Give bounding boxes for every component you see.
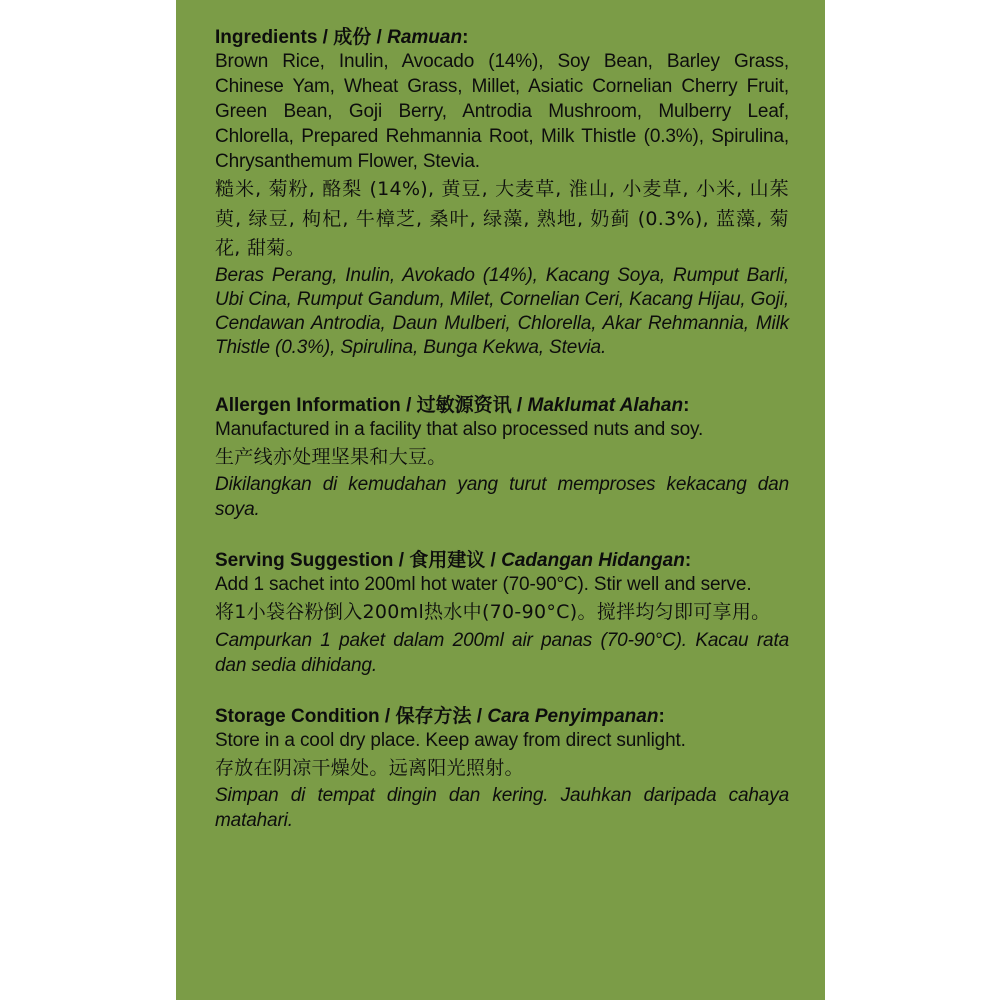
storage-malay: Simpan di tempat dingin dan kering. Jauhkan daripada cahaya matahari. — [215, 785, 789, 831]
allergen-section — [215, 394, 789, 523]
allergen-chinese: 生产线亦处理坚果和大豆。 — [215, 445, 447, 468]
storage-section — [215, 705, 789, 834]
ingredients-heading: Ingredients / 成份 / Ramuan: — [215, 27, 469, 48]
serving-english: Add 1 sachet into 200ml hot water (70-90°C). Stir well and serve. — [215, 574, 752, 595]
serving-chinese: 将1小袋谷粉倒入200ml热水中(70-90°C)。搅拌均匀即可享用。 — [215, 601, 771, 623]
allergen-heading: Allergen Information / 过敏源资讯 / Maklumat Alahan: — [215, 394, 690, 416]
allergen-english: Manufactured in a facility that also processed nuts and soy. — [215, 418, 704, 440]
storage-heading: Storage Condition / 保存方法 / Cara Penyimpanan: — [215, 705, 665, 727]
ingredients-english: Brown Rice, Inulin, Avocado (14%), Soy Bean, Barley Grass, Chinese Yam, Wheat Grass, Millet, Asiatic Cornelian Cherry Fruit, Green Bean, Goji Berry, Antrodia Mushroom, Mulberry Leaf, Chlorella, Prepared Rehmannia Root, Milk Thistle (0.3%), Spirulina, Chrysanthemum Flower, Stevia. — [215, 51, 789, 172]
serving-section — [215, 549, 789, 678]
ingredients-chinese: 糙米, 菊粉, 酪梨 (14%), 黄豆, 大麦草, 淮山, 小麦草, 小米, 山茱萸, 绿豆, 枸杞, 牛樟芝, 桑叶, 绿藻, 熟地, 奶蓟 (0.3%), 蓝藻, 菊花, 甜菊。 — [215, 178, 789, 259]
allergen-malay: Dikilangkan di kemudahan yang turut memproses kekacang dan soya. — [215, 474, 789, 520]
storage-english: Store in a cool dry place. Keep away from direct sunlight. — [215, 729, 686, 751]
storage-chinese: 存放在阴凉干燥处。远离阳光照射。 — [215, 756, 524, 779]
serving-malay: Campurkan 1 paket dalam 200ml air panas (70-90°C). Kacau rata dan sedia dihidang. — [215, 629, 789, 676]
label-panel — [176, 0, 825, 1000]
ingredients-section — [215, 26, 789, 360]
serving-heading: Serving Suggestion / 食用建议 / Cadangan Hidangan: — [215, 550, 692, 571]
ingredients-malay: Beras Perang, Inulin, Avokado (14%), Kacang Soya, Rumput Barli, Ubi Cina, Rumput Gandum, Milet, Cornelian Ceri, Kacang Hijau, Goji, Cendawan Antrodia, Daun Mulberi, Chlorella, Akar Rehmannia, Milk Thistle (0.3%), Spirulina, Bunga Kekwa, Stevia. — [215, 264, 789, 358]
